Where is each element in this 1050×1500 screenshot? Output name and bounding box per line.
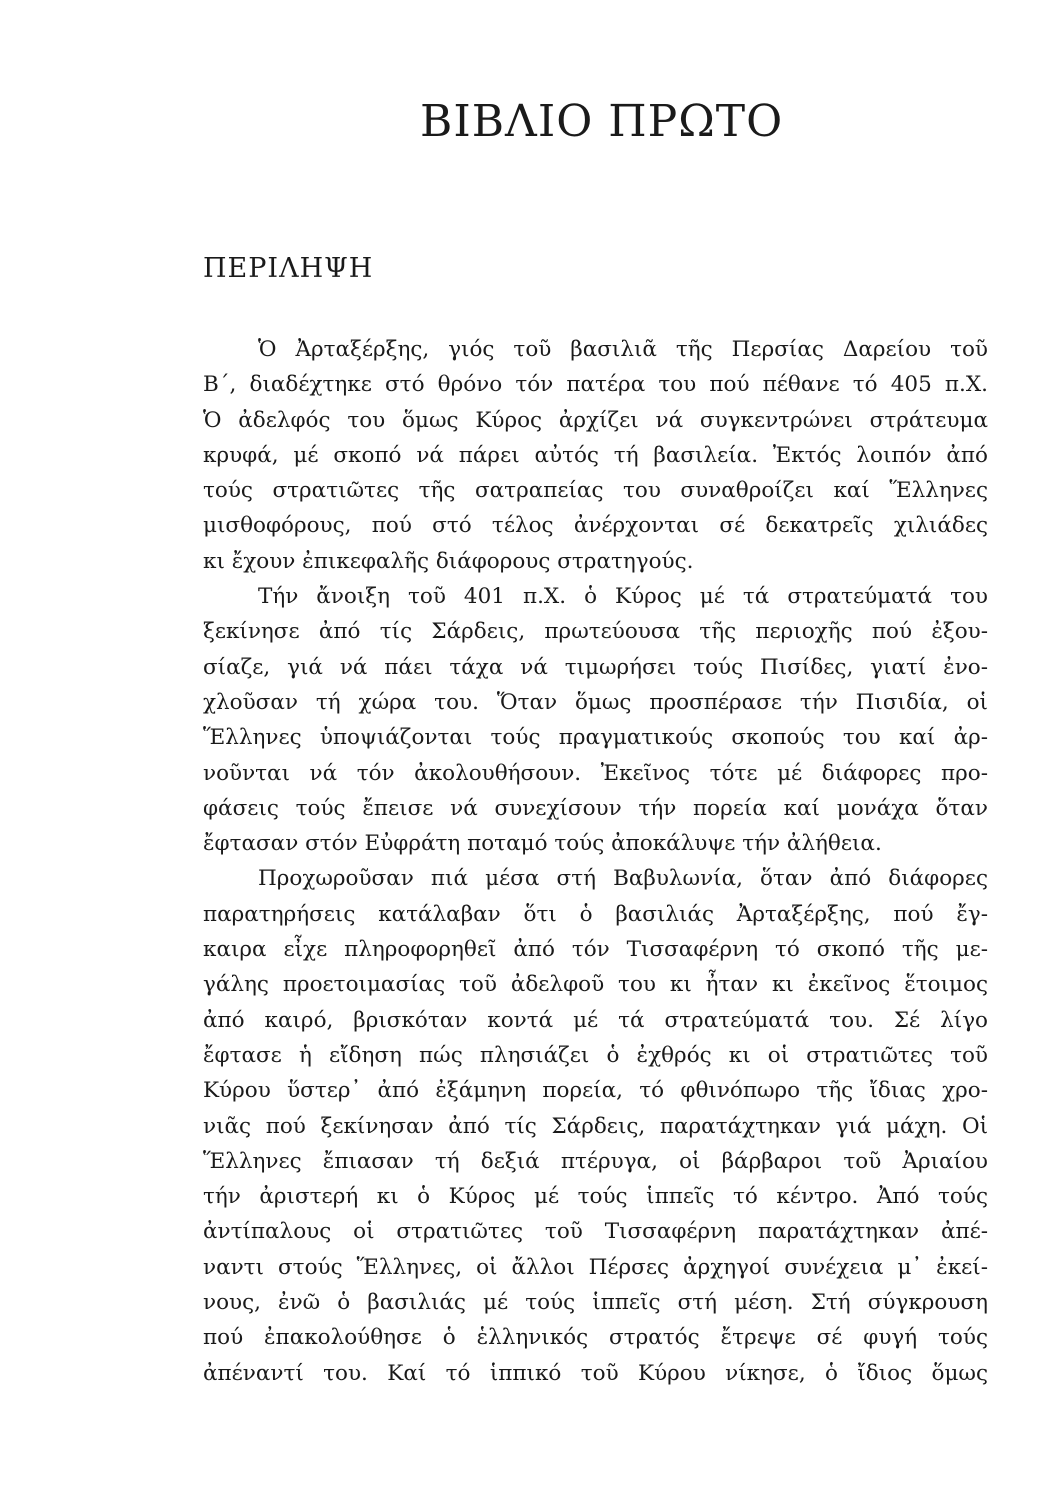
text-line: Τήν ἄνοιξη τοῦ 401 π.Χ. ὁ Κύρος μέ τά στρατεύματά του bbox=[258, 584, 988, 610]
text-line: Προχωροῦσαν πιά μέσα στή Βαβυλωνία, ὅταν ἀπό διάφορες bbox=[258, 866, 988, 892]
text-line: ξεκίνησε ἀπό τίς Σάρδεις, πρωτεύουσα τῆς περιοχῆς πού ἐξου- bbox=[203, 619, 988, 645]
text-line: Β΄, διαδέχτηκε στό θρόνο τόν πατέρα του πού πέθανε τό 405 π.Χ. bbox=[203, 372, 988, 398]
text-line: Ἕλληνες ἔπιασαν τή δεξιά πτέρυγα, οἱ βάρβαροι τοῦ Ἀριαίου bbox=[203, 1148, 988, 1174]
text-line: καιρα εἶχε πληροφορηθεῖ ἀπό τόν Τισσαφέρνη τό σκοπό τῆς με- bbox=[203, 937, 988, 963]
text-line: φάσεις τούς ἔπεισε νά συνεχίσουν τήν πορεία καί μονάχα ὅταν bbox=[203, 795, 988, 821]
text-line: κι ἔχουν ἐπικεφαλῆς διάφορους στρατηγούς. bbox=[203, 548, 694, 574]
text-line: σίαζε, γιά νά πάει τάχα νά τιμωρήσει τούς Πισίδες, γιατί ἐνο- bbox=[203, 654, 988, 680]
text-line: παρατηρήσεις κατάλαβαν ὅτι ὁ βασιλιάς Ἀρταξέρξης, πού ἔγ- bbox=[203, 901, 988, 927]
text-line: ναντι στούς Ἕλληνες, οἱ ἄλλοι Πέρσες ἀρχηγοί συνέχεια μ᾽ ἐκεί- bbox=[203, 1254, 988, 1280]
summary-text bbox=[203, 332, 988, 1391]
text-line: Ὁ ἀδελφός του ὅμως Κύρος ἀρχίζει νά συγκεντρώνει στράτευμα bbox=[203, 407, 988, 433]
text-line: νους, ἐνῶ ὁ βασιλιάς μέ τούς ἱππεῖς στή μέση. Στή σύγκρουση bbox=[203, 1290, 988, 1316]
text-line: Ἕλληνες ὑποψιάζονται τούς πραγματικούς σκοπούς του καί ἀρ- bbox=[203, 725, 988, 751]
text-line: ἔφτασε ἡ εἴδηση πώς πλησιάζει ὁ ἐχθρός κι οἱ στρατιῶτες τοῦ bbox=[203, 1042, 988, 1068]
text-line: ἀπέναντί του. Καί τό ἱππικό τοῦ Κύρου νίκησε, ὁ ἴδιος ὅμως bbox=[203, 1360, 988, 1386]
text-line: κρυφά, μέ σκοπό νά πάρει αὐτός τή βασιλεία. Ἐκτός λοιπόν ἀπό bbox=[203, 442, 988, 468]
text-line: μισθοφόρους, πού στό τέλος ἀνέρχονται σέ δεκατρεῖς χιλιάδες bbox=[203, 513, 988, 539]
text-line: νοῦνται νά τόν ἀκολουθήσουν. Ἐκεῖνος τότε μέ διάφορες προ- bbox=[203, 760, 988, 786]
text-line: τήν ἀριστερή κι ὁ Κύρος μέ τούς ἱππεῖς τό κέντρο. Ἀπό τούς bbox=[203, 1184, 988, 1210]
text-line: πού ἐπακολούθησε ὁ ἑλληνικός στρατός ἔτρεψε σέ φυγή τούς bbox=[203, 1325, 988, 1351]
text-line: τούς στρατιῶτες τῆς σατραπείας του συναθροίζει καί Ἕλληνες bbox=[203, 478, 988, 504]
text-line: γάλης προετοιμασίας τοῦ ἀδελφοῦ του κι ἦταν κι ἐκεῖνος ἕτοιμος bbox=[203, 972, 988, 998]
book-title: ΒΙΒΛΙΟ ΠΡΩΤΟ bbox=[420, 96, 784, 147]
text-line: χλοῦσαν τή χώρα του. Ὅταν ὅμως προσπέρασε τήν Πισιδία, οἱ bbox=[203, 689, 988, 715]
text-line: Ὁ Ἀρταξέρξης, γιός τοῦ βασιλιᾶ τῆς Περσίας Δαρείου τοῦ bbox=[258, 337, 988, 362]
text-line: ἀντίπαλους οἱ στρατιῶτες τοῦ Τισσαφέρνη παρατάχτηκαν ἀπέ- bbox=[203, 1219, 988, 1245]
section-heading: ΠΕΡΙΛΗΨΗ bbox=[203, 253, 374, 284]
text-line: Κύρου ὕστερ᾽ ἀπό ἐξάμηνη πορεία, τό φθινόπωρο τῆς ἴδιας χρο- bbox=[203, 1078, 988, 1104]
text-line: ἀπό καιρό, βρισκόταν κοντά μέ τά στρατεύματά του. Σέ λίγο bbox=[203, 1007, 988, 1033]
text-line: νιᾶς πού ξεκίνησαν ἀπό τίς Σάρδεις, παρατάχτηκαν γιά μάχη. Οἱ bbox=[203, 1113, 988, 1139]
text-line: ἔφτασαν στόν Εὐφράτη ποταμό τούς ἀποκάλυψε τήν ἀλήθεια. bbox=[203, 831, 882, 857]
